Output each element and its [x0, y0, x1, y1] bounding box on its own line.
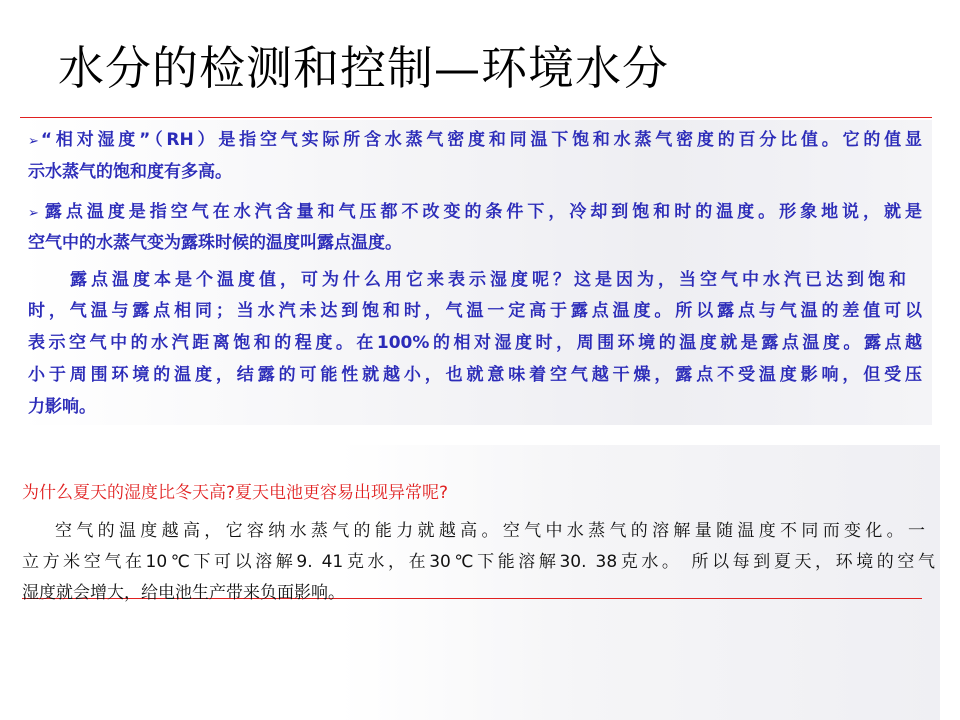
arrow-bullet-icon: ➢ [28, 206, 39, 221]
paragraph-3-line-5: 力影响。 [28, 397, 96, 417]
paragraph-1-line-1 [28, 127, 922, 153]
answer-line-1: 空气的温度越高，它容纳水蒸气的能力就越高。空气中水蒸气的溶解量随温度不同而变化。一 [55, 521, 925, 541]
paragraph-3-line-4: 小于周围环境的温度，结露的可能性就越小，也就意味着空气越干燥，露点不受温度影响，但受压 [28, 365, 922, 385]
paragraph-2-line-1 [28, 199, 922, 225]
slide-title: 水分的检测和控制—环境水分 [58, 41, 669, 95]
paragraph-3-line-1: 露点温度本是个温度值，可为什么用它来表示湿度呢？这是因为，当空气中水汽已达到饱和 [70, 270, 906, 290]
top-divider [20, 117, 932, 118]
paragraph-1-text: “相对湿度”（RH）是指空气实际所含水蒸气密度和同温下饱和水蒸气密度的百分比值。它的值显 [40, 130, 922, 150]
answer-line-3: 湿度就会增大，给电池生产带来负面影响。 [22, 583, 345, 603]
paragraph-2-text: 露点温度是指空气在水汽含量和气压都不改变的条件下，冷却到饱和时的温度。形象地说，就是 [40, 202, 922, 222]
paragraph-3-line-2: 时，气温与露点相同；当水汽未达到饱和时，气温一定高于露点温度。所以露点与气温的差值可以 [28, 301, 922, 321]
arrow-bullet-icon: ➢ [28, 134, 39, 149]
answer-line-2: 立方米空气在10℃下可以溶解9. 41克水，在30℃下能溶解30. 38克水。 所以每到夏天，环境的空气 [22, 552, 935, 572]
paragraph-2-line-2: 空气中的水蒸气变为露珠时候的温度叫露点温度。 [28, 233, 402, 253]
paragraph-3-line-3: 表示空气中的水汽距离饱和的程度。在100%的相对湿度时，周围环境的温度就是露点温度。露点越 [28, 333, 922, 353]
paragraph-1-line-2: 示水蒸气的饱和度有多高。 [28, 162, 232, 182]
question-heading: 为什么夏天的湿度比冬天高?夏天电池更容易出现异常呢? [22, 483, 449, 503]
